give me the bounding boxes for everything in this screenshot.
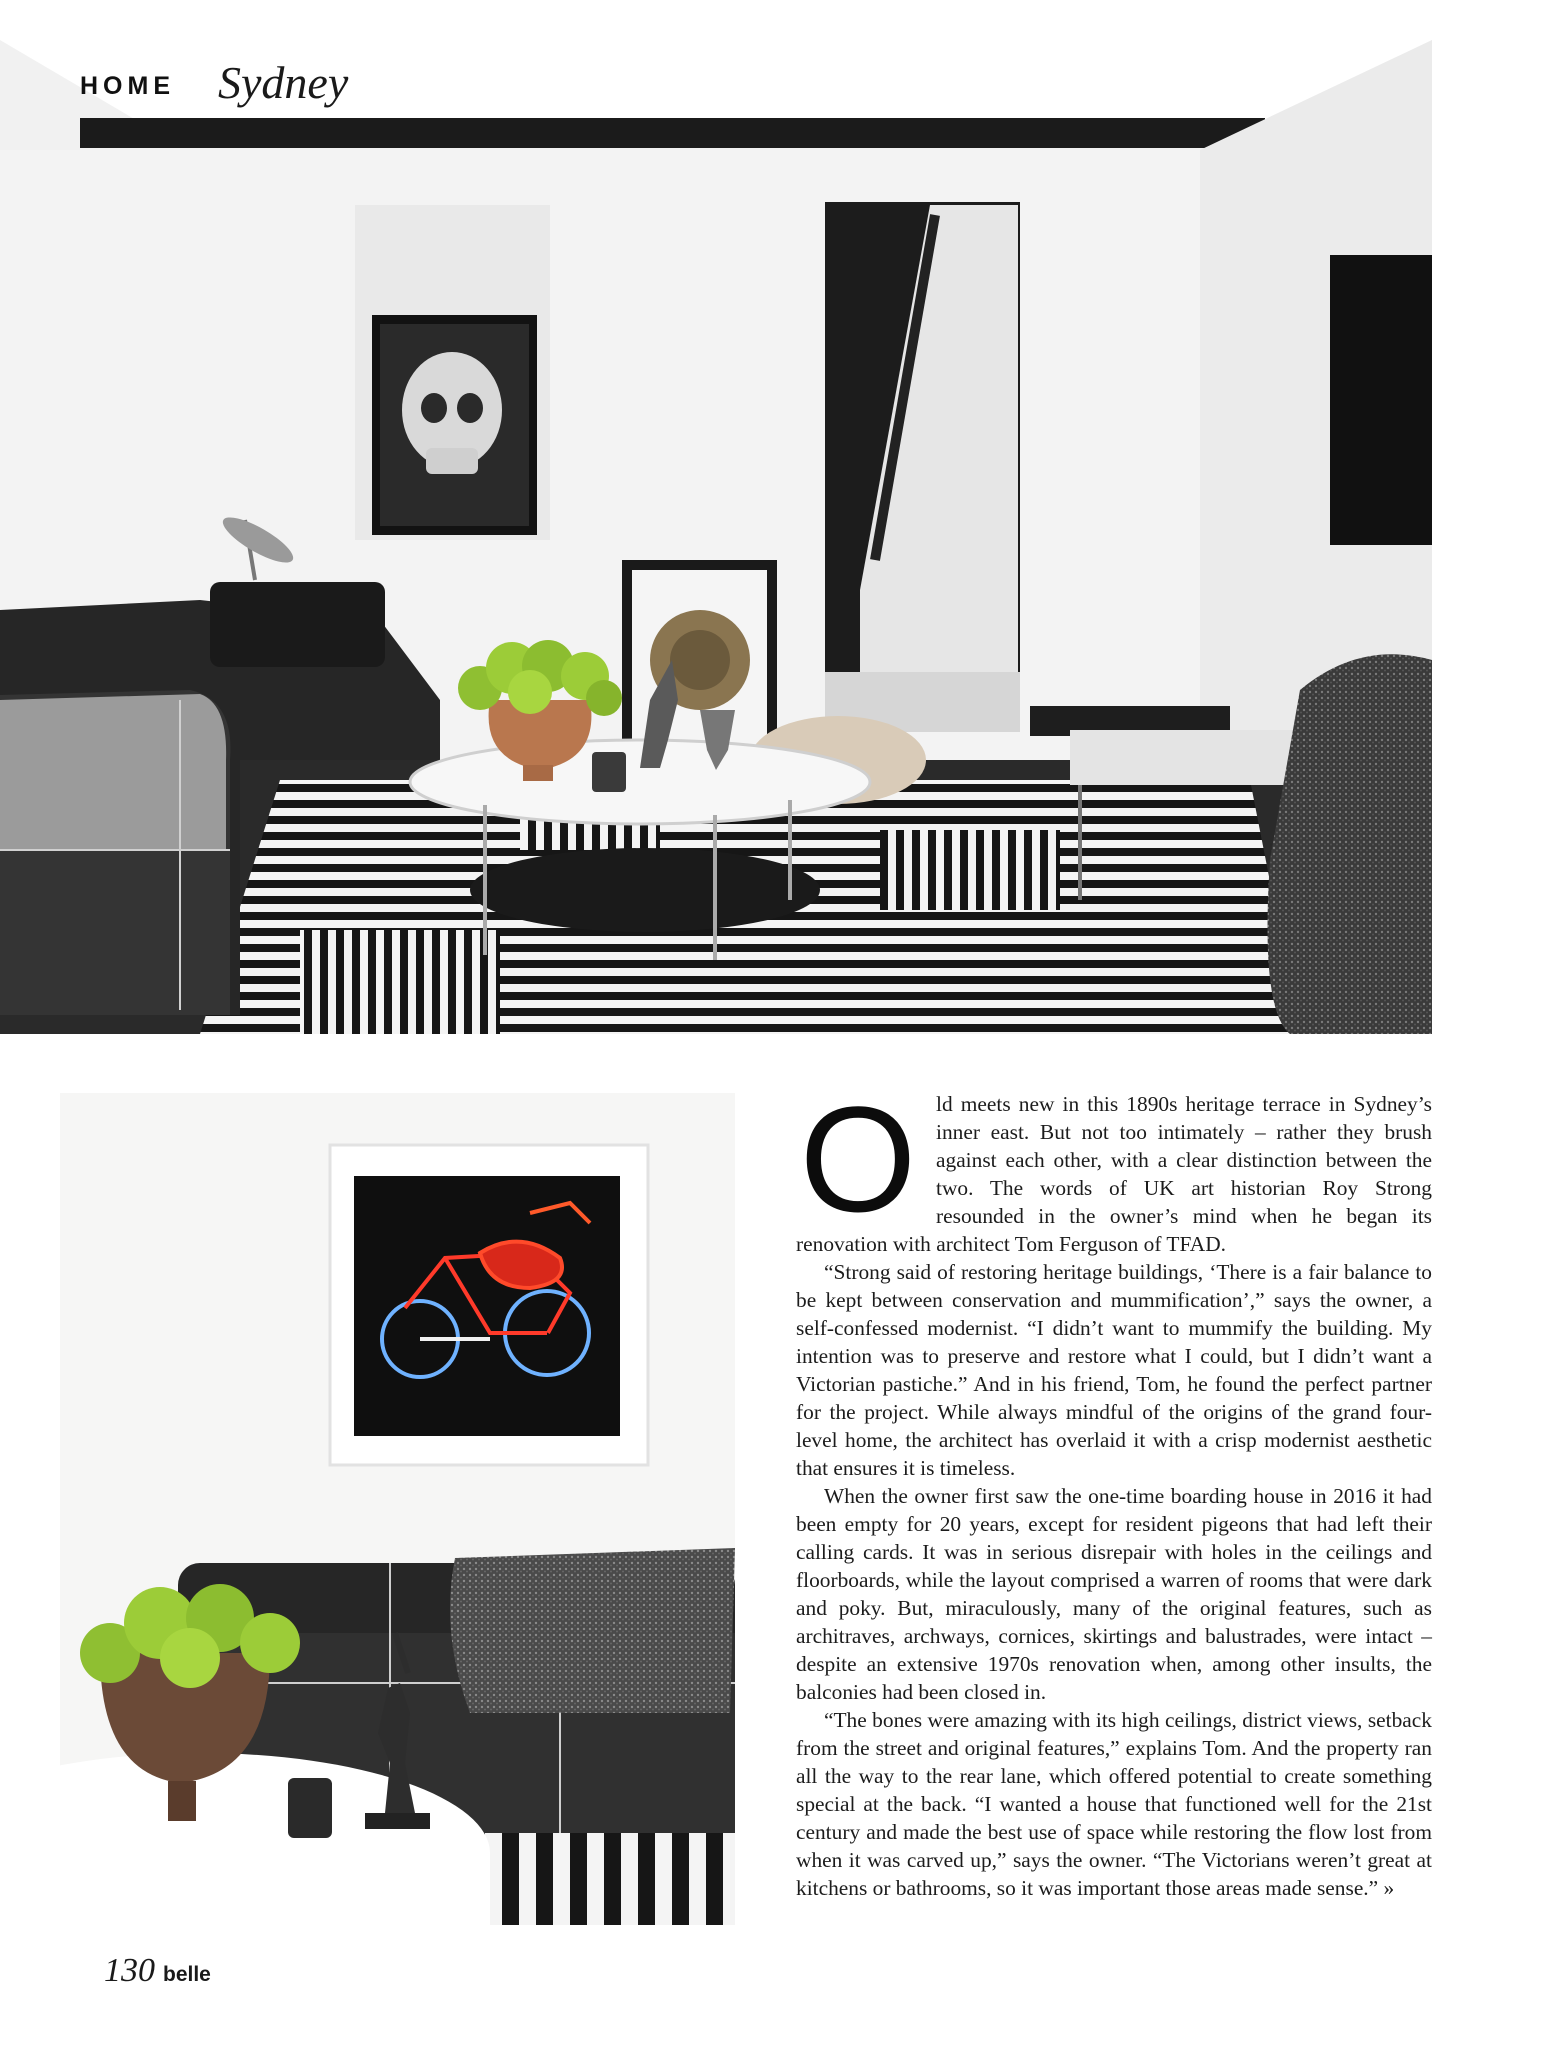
paragraph-3: When the owner first saw the one-time boarding house in 2016 it had been empty for 20 years, except for resident pigeons that had left their calling cards. It was in serious disrepair with holes in the ceilings and floorboards, while the layout comprised a warren of rooms that were dark and poky. But, miraculously, many of the original features, such as architraves, archways, cornices, skirtings and balustrades, were intact – despite an extensive 1970s renovation when, among other insults, the balconies had been closed in. bbox=[796, 1484, 1432, 1704]
coffee-table bbox=[410, 740, 870, 824]
folio bbox=[104, 1952, 211, 1990]
dropcap-letter bbox=[796, 1097, 920, 1221]
paragraph-2: “Strong said of restoring heritage buildings, ‘There is a fair balance to be kept between conservation and mummification’,” says the owner, a self-confessed modernist. “I didn’t want to mummify the building. My intention was to preserve and restore what I could, but I didn’t want a Victorian pastiche.” And in his friend, Tom, he found the perfect partner for the project. While always mindful of the origins of the grand four-level home, the architect has overlaid it with a crisp modernist aesthetic that ensures it is timeless. bbox=[796, 1260, 1432, 1480]
paragraph-4: “The bones were amazing with its high ceilings, district views, setback from the street and original features,” explains Tom. And the property ran all the way to the rear lane, which offered potential to create something special at the back. “I wanted a house that functioned well for the 21st century and made the best use of space while restoring the flow lost from when it was carved up,” says the owner. “The Victorians weren’t great at kitchens or bathrooms, so it was important those areas made sense.” » bbox=[796, 1708, 1432, 1900]
ceiling-vent bbox=[80, 118, 1265, 148]
sofa-artwork-illustration bbox=[60, 1093, 735, 1925]
svg-text:O: O bbox=[799, 1097, 917, 1221]
sofa-artwork-photo bbox=[60, 1093, 735, 1925]
paragraph-1 bbox=[796, 1090, 1432, 1258]
wall-tv bbox=[1330, 255, 1432, 545]
living-room-photo bbox=[0, 0, 1432, 1034]
section-label: HOME bbox=[80, 72, 175, 100]
living-room-illustration bbox=[0, 0, 1432, 1034]
paragraph-1-text: ld meets new in this 1890s heritage terrace in Sydney’s inner east. But not too intimately – rather they brush against each other, with a clear distinction between the two. The words of UK art historian Roy Strong resounded in the owner’s mind when he began its renovation with architect Tom Ferguson of TFAD. bbox=[796, 1092, 1432, 1256]
city-label: Sydney bbox=[218, 57, 349, 108]
cushion bbox=[450, 1548, 735, 1713]
dropcap bbox=[794, 1094, 922, 1224]
article-body bbox=[796, 1090, 1432, 1902]
bench bbox=[1070, 730, 1300, 785]
magazine-name: belle bbox=[163, 1963, 211, 1986]
page-number: 130 bbox=[104, 1952, 155, 1989]
